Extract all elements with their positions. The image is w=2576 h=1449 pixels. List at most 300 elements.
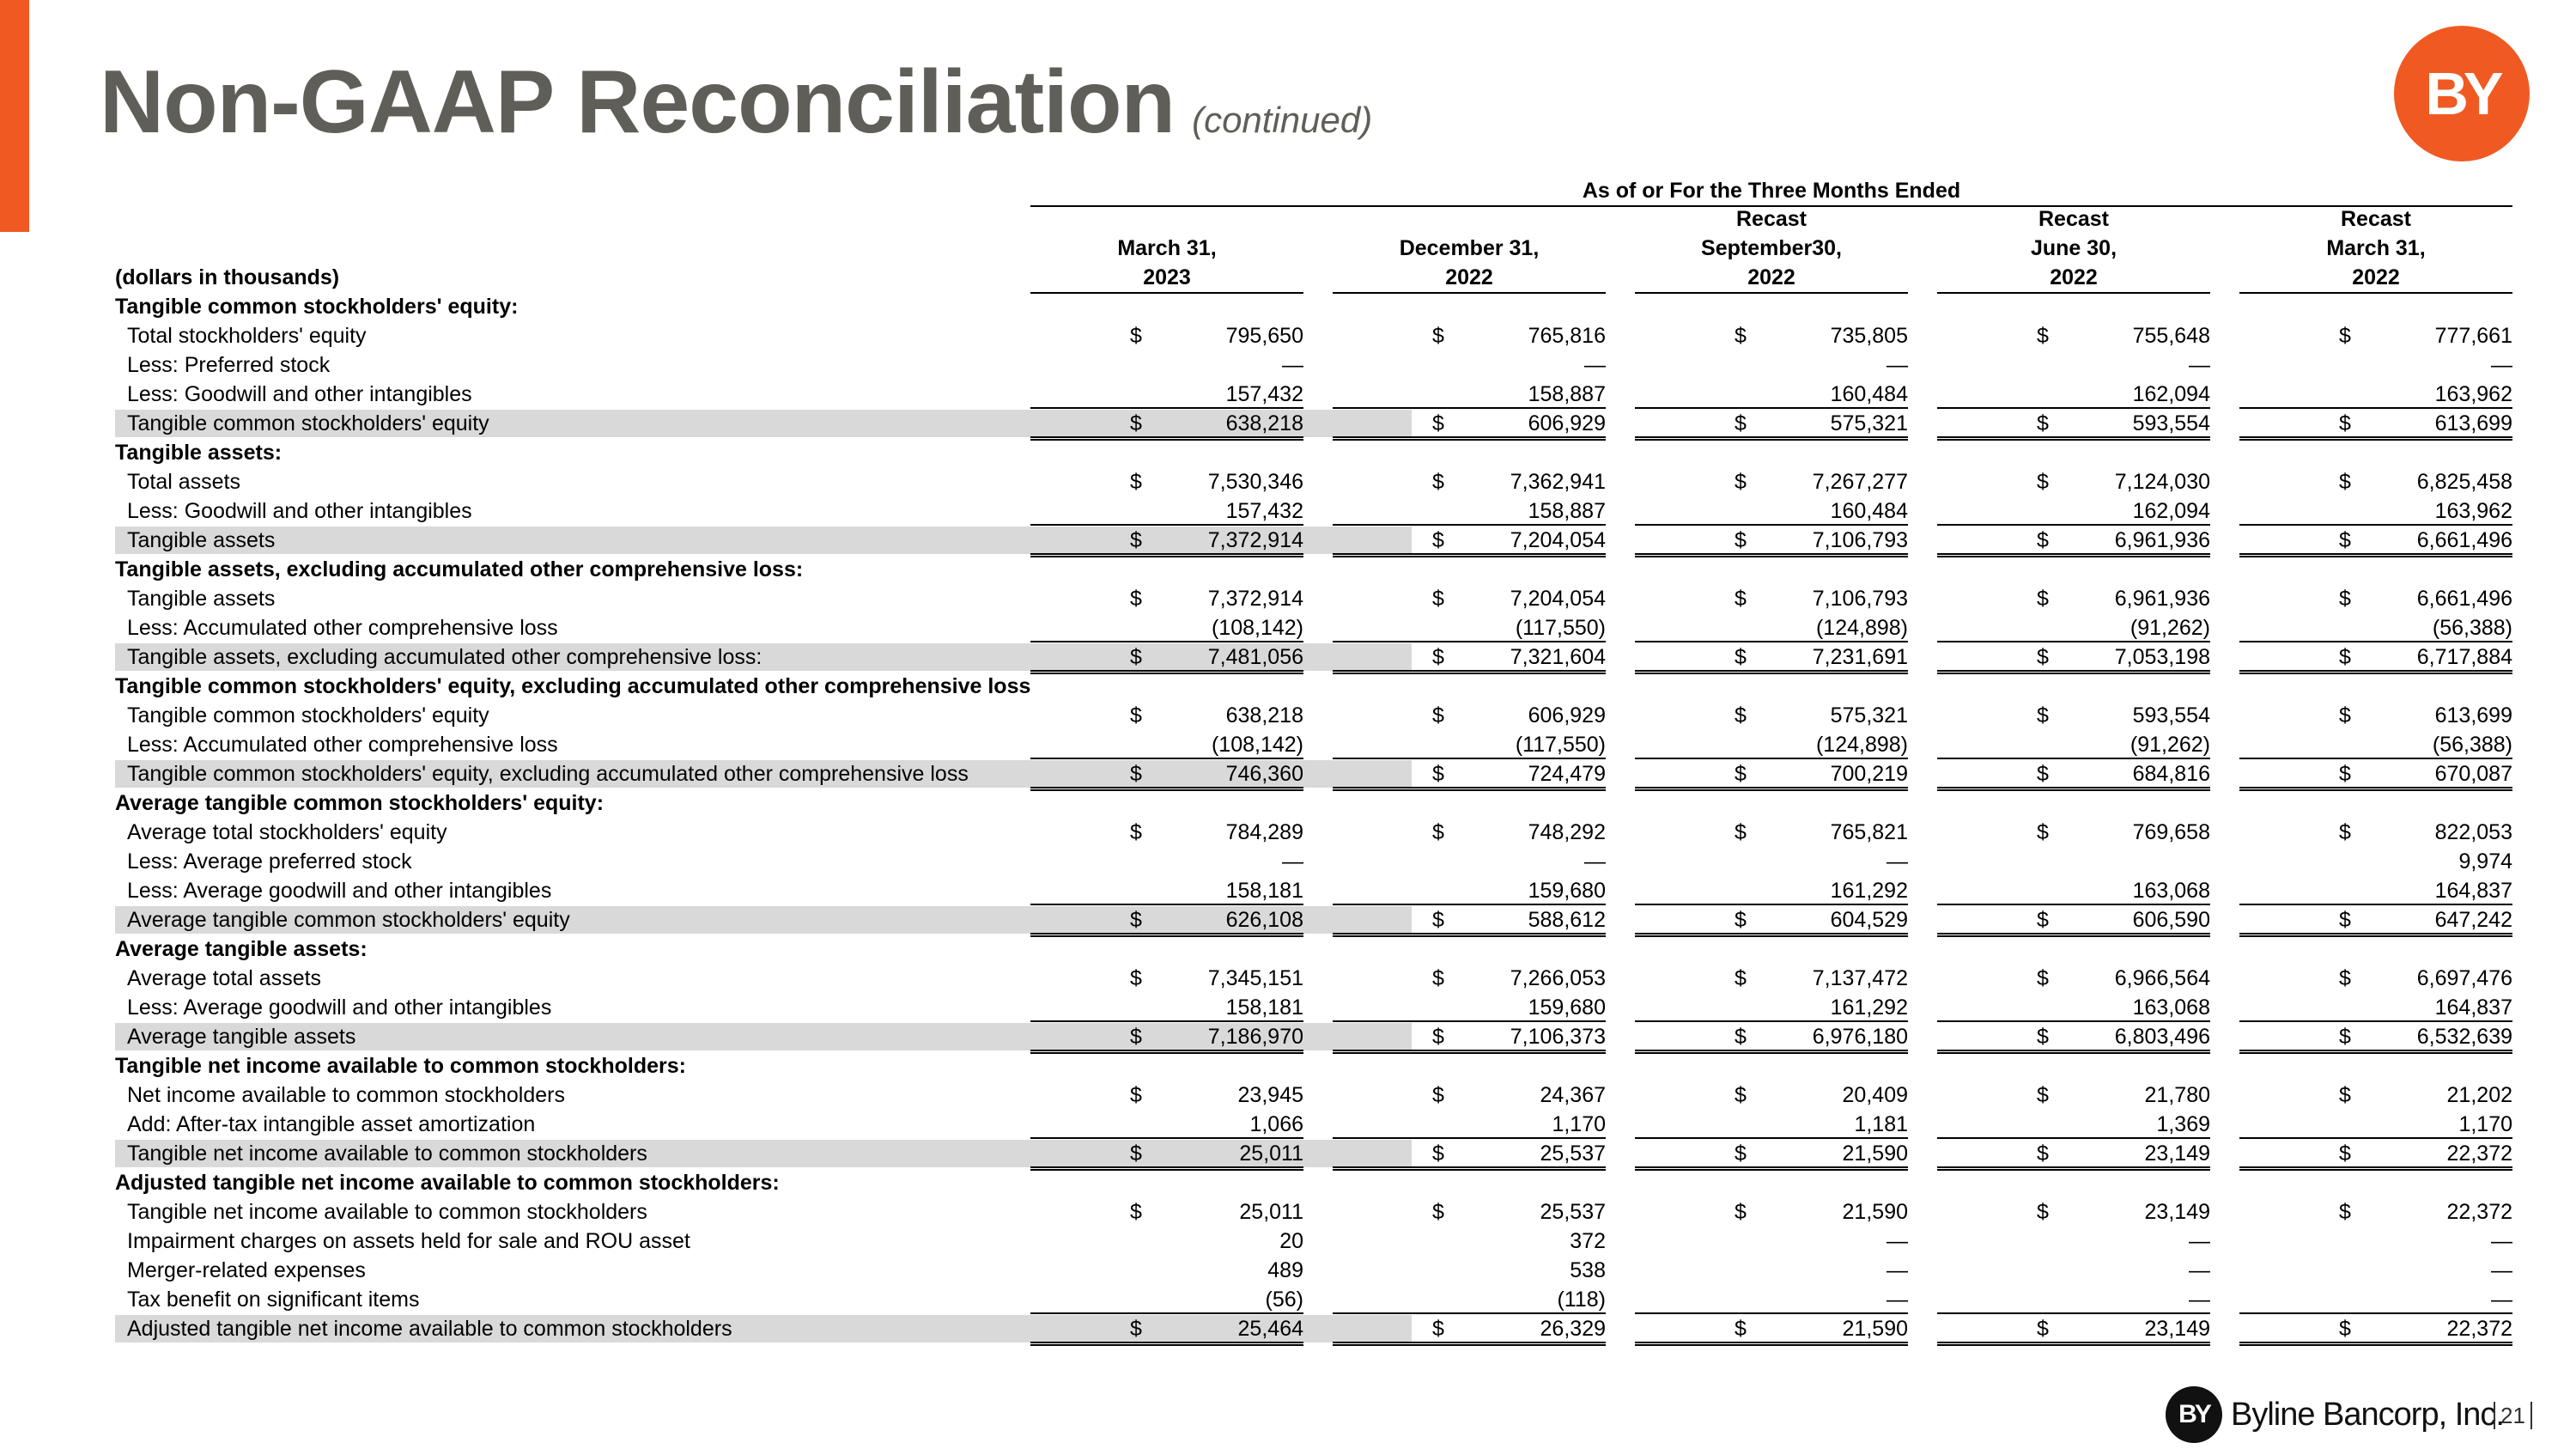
currency-symbol: $ [1432,470,1444,494]
value-cell [1937,613,2210,642]
value-cell [1333,759,1606,791]
row-label: Net income available to common stockholders [127,1083,565,1107]
currency-symbol: $ [1130,470,1142,494]
cell-value: 158,181 [1225,995,1303,1020]
currency-symbol: $ [2339,645,2351,669]
column-header-4-line2: June 30, [2030,236,2117,260]
cell-value: — [1282,353,1303,377]
table-row [115,847,2512,876]
cell-value: 25,537 [1540,1200,1606,1224]
cell-value: 7,481,056 [1207,645,1303,669]
cell-value: 6,961,936 [2114,528,2210,552]
total-row [115,1314,2512,1343]
cell-value: 735,805 [1830,324,1908,348]
currency-symbol: $ [1130,966,1142,990]
value-cell [2239,1139,2512,1171]
value-cell [1635,1256,1908,1285]
page-title: Non-GAAP Reconciliation (continued) [100,52,1373,152]
column-header-2-line3: 2022 [1445,265,1493,289]
value-cell [1333,964,1606,993]
currency-symbol: $ [1432,762,1444,786]
table-row [115,467,2512,496]
cell-value: 606,929 [1528,703,1606,728]
cell-value: 575,321 [1830,411,1908,435]
value-cell [1333,467,1606,496]
currency-symbol: $ [1432,966,1444,990]
value-cell [1030,1197,1303,1227]
cell-value: 7,106,373 [1510,1025,1606,1049]
currency-symbol: $ [1130,587,1142,611]
cell-value: 7,231,691 [1812,645,1908,669]
currency-symbol: $ [1130,645,1142,669]
cell-value: 20,409 [1842,1083,1908,1107]
value-cell [1333,1022,1606,1054]
cell-value: — [2491,1258,2512,1282]
currency-symbol: $ [1130,1083,1142,1107]
cell-value: — [2189,353,2210,377]
currency-symbol: $ [2339,1317,2351,1341]
cell-value: 588,612 [1528,908,1606,932]
value-cell [2239,380,2512,409]
value-cell [1937,1314,2210,1346]
table-row [115,584,2512,613]
value-cell [1333,380,1606,409]
cell-value: 7,345,151 [1207,966,1303,990]
table-row [115,1197,2512,1227]
row-label: Total assets [127,470,241,494]
currency-symbol: $ [2037,1317,2049,1341]
value-cell [1937,1256,2210,1285]
cell-value: 613,699 [2434,411,2512,435]
row-label: Merger-related expenses [127,1258,366,1282]
value-cell [2239,964,2512,993]
cell-value: 6,803,496 [2114,1025,2210,1049]
cell-value: 22,372 [2446,1142,2512,1166]
value-cell [2239,759,2512,791]
cell-value: (124,898) [1815,733,1908,757]
value-cell [1333,847,1606,876]
value-cell [1635,905,1908,937]
cell-value: 755,648 [2132,324,2210,348]
currency-symbol: $ [1432,1200,1444,1224]
currency-symbol: $ [2037,908,2049,932]
cell-value: 25,537 [1540,1142,1606,1166]
cell-value: 7,204,054 [1510,528,1606,552]
currency-symbol: $ [2339,703,2351,728]
value-cell [1333,1314,1606,1346]
currency-symbol: $ [2339,820,2351,844]
cell-value: 159,680 [1528,995,1606,1020]
value-cell [1030,876,1303,905]
value-cell [1333,526,1606,557]
row-label: Tangible assets, excluding accumulated other comprehensive loss: [127,645,762,669]
table-row [115,380,2512,409]
cell-value: 7,267,277 [1812,470,1908,494]
value-cell [1030,1110,1303,1139]
currency-symbol: $ [2037,1200,2049,1224]
cell-value: 700,219 [1830,762,1908,786]
cell-value: (91,262) [2129,733,2210,757]
value-cell [1635,613,1908,642]
cell-value: 489 [1267,1258,1303,1282]
cell-value: 21,590 [1842,1200,1908,1224]
value-cell [1333,730,1606,759]
value-cell [1333,584,1606,613]
row-label: Tangible net income available to common stockholders [127,1142,647,1166]
value-cell [1937,701,2210,730]
value-cell [1030,380,1303,409]
cell-value: 162,094 [2132,382,2210,406]
column-group-label: As of or For the Three Months Ended [1582,179,1961,203]
currency-symbol: $ [2339,1083,2351,1107]
value-cell [1635,496,1908,526]
value-cell [1030,993,1303,1022]
value-cell [1030,905,1303,937]
cell-value: 372 [1570,1229,1606,1253]
value-cell [1030,526,1303,557]
cell-value: — [1584,849,1606,874]
cell-value: 777,661 [2434,324,2512,348]
cell-value: (117,550) [1515,733,1606,757]
table-row [115,701,2512,730]
cell-value: 21,590 [1842,1142,1908,1166]
section-header-row [115,438,2512,467]
cell-value: 7,204,054 [1510,587,1606,611]
value-cell [1635,964,1908,993]
cell-value: 1,369 [2156,1112,2210,1136]
cell-value: (56) [1265,1288,1303,1312]
value-cell [1030,1139,1303,1171]
cell-value: 23,149 [2144,1200,2210,1224]
row-label: Less: Accumulated other comprehensive loss [127,733,558,757]
value-cell [1030,1314,1303,1346]
table-row [115,1285,2512,1314]
table-row [115,613,2512,642]
currency-symbol: $ [1735,645,1747,669]
accent-bar [0,0,29,232]
total-row [115,1139,2512,1168]
value-cell [1937,876,2210,905]
value-cell [1635,1227,1908,1256]
footer-logo: BY [2166,1386,2222,1443]
column-header-1-line2: March 31, [1117,236,1217,260]
row-label: Less: Average goodwill and other intangibles [127,879,552,903]
cell-value: 7,137,472 [1812,966,1908,990]
currency-symbol: $ [1130,1317,1142,1341]
currency-symbol: $ [2037,820,2049,844]
value-cell [1937,847,2210,876]
cell-value: 158,887 [1528,382,1606,406]
row-label: Tangible assets, excluding accumulated other comprehensive loss: [115,557,804,581]
cell-value: 7,372,914 [1207,587,1303,611]
currency-symbol: $ [2037,1025,2049,1049]
value-cell [1030,642,1303,674]
cell-value: 7,321,604 [1510,645,1606,669]
value-cell [2239,526,2512,557]
row-label: Less: Accumulated other comprehensive loss [127,616,558,640]
row-label: Tangible common stockholders' equity [127,411,489,435]
cell-value: — [1886,1258,1908,1282]
page-number: 21 [2494,1402,2532,1429]
currency-symbol: $ [1432,1317,1444,1341]
row-label: Tangible common stockholders' equity [127,703,489,728]
currency-symbol: $ [1432,1025,1444,1049]
value-cell [1030,1256,1303,1285]
cell-value: 21,780 [2144,1083,2210,1107]
value-cell [1030,409,1303,441]
currency-symbol: $ [2037,1142,2049,1166]
row-label: Less: Preferred stock [127,353,331,377]
value-cell [1635,321,1908,350]
value-cell [1937,964,2210,993]
cell-value: 6,697,476 [2416,966,2512,990]
cell-value: — [2189,1229,2210,1253]
cell-value: 160,484 [1830,499,1908,523]
column-header-4-line1: Recast [2038,207,2109,231]
value-cell [2239,1227,2512,1256]
cell-value: 23,149 [2144,1317,2210,1341]
cell-value: (56,388) [2432,733,2512,757]
cell-value: 6,976,180 [1812,1025,1908,1049]
cell-value: 593,554 [2132,703,2210,728]
value-cell [1635,380,1908,409]
value-cell [2239,613,2512,642]
cell-value: 24,367 [1540,1083,1606,1107]
value-cell [2239,701,2512,730]
value-cell [1333,613,1606,642]
cell-value: 606,590 [2132,908,2210,932]
cell-value: 765,821 [1830,820,1908,844]
cell-value: 593,554 [2132,411,2210,435]
cell-value: 21,590 [1842,1317,1908,1341]
cell-value: 7,372,914 [1207,528,1303,552]
table-row [115,964,2512,993]
row-label: Average tangible assets: [115,937,368,961]
value-cell [1635,1197,1908,1227]
currency-symbol: $ [2037,703,2049,728]
cell-value: 7,053,198 [2114,645,2210,669]
row-label: Less: Average goodwill and other intangibles [127,995,552,1020]
value-cell [1333,818,1606,847]
value-cell [2239,876,2512,905]
cell-value: (118) [1557,1288,1606,1312]
value-cell [2239,584,2512,613]
cell-value: — [1886,1288,1908,1312]
cell-value: (56,388) [2432,616,2512,640]
section-header-row [115,788,2512,818]
currency-symbol: $ [2037,1083,2049,1107]
column-header-2-line2: December 31, [1399,236,1540,260]
value-cell [1937,1110,2210,1139]
cell-value: — [2189,1288,2210,1312]
cell-value: — [1282,849,1303,874]
cell-value: 162,094 [2132,499,2210,523]
row-label: Average tangible common stockholders' equity [127,908,570,932]
cell-value: 6,661,496 [2416,587,2512,611]
cell-value: 25,011 [1239,1200,1303,1224]
cell-value: 163,068 [2132,995,2210,1020]
value-cell [2239,818,2512,847]
cell-value: 1,181 [1854,1112,1908,1136]
currency-symbol: $ [1735,1317,1747,1341]
table-row [115,1227,2512,1256]
value-cell [2239,1022,2512,1054]
table-row [115,1256,2512,1285]
cell-value: 160,484 [1830,382,1908,406]
value-cell [1937,409,2210,441]
cell-value: 6,717,884 [2416,645,2512,669]
cell-value: 163,068 [2132,879,2210,903]
cell-value: 748,292 [1528,820,1606,844]
row-label: Tangible net income available to common stockholders [127,1200,647,1224]
value-cell [1030,1022,1303,1054]
cell-value: 163,962 [2434,499,2512,523]
cell-value: 164,837 [2434,995,2512,1020]
value-cell [1030,584,1303,613]
value-cell [2239,1110,2512,1139]
cell-value: 161,292 [1830,879,1908,903]
currency-symbol: $ [1735,820,1747,844]
value-cell [1937,526,2210,557]
value-cell [1635,876,1908,905]
value-cell [1030,1081,1303,1110]
total-row [115,1022,2512,1051]
currency-symbol: $ [2339,1025,2351,1049]
cell-value: 647,242 [2434,908,2512,932]
value-cell [1333,701,1606,730]
units-label: (dollars in thousands) [115,265,340,289]
currency-symbol: $ [2339,1142,2351,1166]
row-label: Average total assets [127,966,322,990]
cell-value: 7,530,346 [1207,470,1303,494]
table-row [115,818,2512,847]
value-cell [1635,1081,1908,1110]
value-cell [1635,818,1908,847]
currency-symbol: $ [1432,1083,1444,1107]
value-cell [1333,1139,1606,1171]
currency-symbol: $ [2339,908,2351,932]
column-header-3-line1: Recast [1736,207,1807,231]
row-label: Add: After-tax intangible asset amortization [127,1112,536,1136]
currency-symbol: $ [2037,528,2049,552]
cell-value: 575,321 [1830,703,1908,728]
value-cell [1635,847,1908,876]
cell-value: 25,011 [1239,1142,1303,1166]
currency-symbol: $ [1130,1142,1142,1166]
cell-value: 724,479 [1528,762,1606,786]
value-cell [1937,467,2210,496]
cell-value: 684,816 [2132,762,2210,786]
currency-symbol: $ [1432,645,1444,669]
value-cell [2239,1256,2512,1285]
value-cell [1937,496,2210,526]
currency-symbol: $ [1735,703,1747,728]
value-cell [1937,1227,2210,1256]
value-cell [1635,993,1908,1022]
section-header-row [115,555,2512,584]
value-cell [1333,993,1606,1022]
cell-value: (91,262) [2129,616,2210,640]
table-row [115,496,2512,526]
cell-value: 1,066 [1249,1112,1303,1136]
cell-value: 765,816 [1528,324,1606,348]
value-cell [1333,905,1606,937]
value-cell [2239,1081,2512,1110]
cell-value: 21,202 [2446,1083,2512,1107]
table-row [115,1110,2512,1139]
cell-value: 538 [1570,1258,1606,1282]
row-label: Tangible assets: [115,441,283,465]
value-cell [1333,642,1606,674]
value-cell [1937,1197,2210,1227]
currency-symbol: $ [1130,1200,1142,1224]
table-row [115,321,2512,350]
row-label: Tax benefit on significant items [127,1288,420,1312]
currency-symbol: $ [2339,762,2351,786]
cell-value: 670,087 [2434,762,2512,786]
cell-value: (108,142) [1211,733,1303,757]
row-label: Average tangible assets [127,1025,356,1049]
currency-symbol: $ [1432,1142,1444,1166]
total-row [115,642,2512,672]
value-cell [1333,1256,1606,1285]
cell-value: 7,362,941 [1510,470,1606,494]
row-label: Tangible common stockholders' equity, excluding accumulated other comprehensive loss [127,762,969,786]
cell-value: 157,432 [1225,499,1303,523]
total-row [115,759,2512,788]
currency-symbol: $ [1735,1025,1747,1049]
value-cell [1030,701,1303,730]
column-header-3-line2: September30, [1701,236,1842,260]
cell-value: 157,432 [1225,382,1303,406]
currency-symbol: $ [1432,528,1444,552]
value-cell [1333,1227,1606,1256]
currency-symbol: $ [2037,587,2049,611]
row-label: Less: Goodwill and other intangibles [127,382,472,406]
table-row [115,350,2512,380]
currency-symbol: $ [1432,703,1444,728]
cell-value: 6,825,458 [2416,470,2512,494]
row-label: Less: Goodwill and other intangibles [127,499,472,523]
value-cell [1937,818,2210,847]
cell-value: 164,837 [2434,879,2512,903]
value-cell [1333,496,1606,526]
currency-symbol: $ [1432,820,1444,844]
cell-value: 746,360 [1225,762,1303,786]
row-label: Tangible net income available to common stockholders: [115,1054,686,1078]
column-header-4-line3: 2022 [2050,265,2098,289]
cell-value: 6,961,936 [2114,587,2210,611]
cell-value: 22,372 [2446,1317,2512,1341]
value-cell [1635,467,1908,496]
table-row [115,730,2512,759]
column-header-3-line3: 2022 [1747,265,1795,289]
page-subtitle: (continued) [1192,100,1373,140]
cell-value: 822,053 [2434,820,2512,844]
cell-value: 784,289 [1225,820,1303,844]
value-cell [1937,993,2210,1022]
value-cell [1635,642,1908,674]
value-cell [1635,759,1908,791]
cell-value: 7,186,970 [1207,1025,1303,1049]
value-cell [1635,701,1908,730]
cell-value: 606,929 [1528,411,1606,435]
value-cell [1030,818,1303,847]
value-cell [1937,1081,2210,1110]
row-label: Average tangible common stockholders' equity: [115,791,605,815]
currency-symbol: $ [2037,966,2049,990]
column-header-5-line2: March 31, [2326,236,2426,260]
